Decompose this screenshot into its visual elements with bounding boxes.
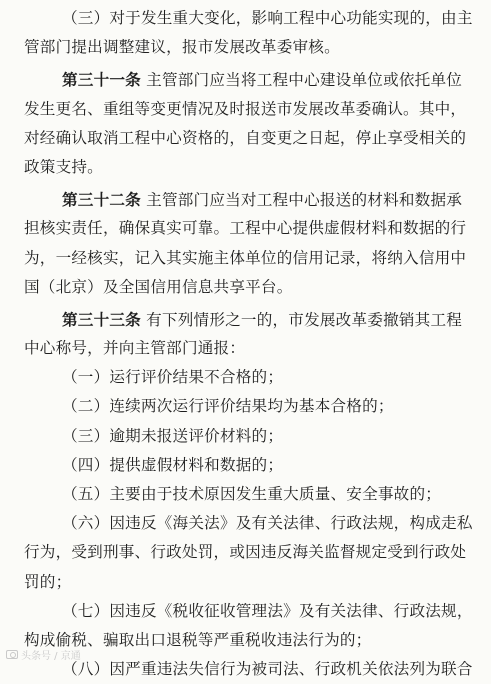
text-line: 担核实责任，确保真实可靠。工程中心提供虚假材料和数据的行 xyxy=(24,219,467,238)
list-item: （七）因违反《税收征收管理法》及有关法律、行政法规， xyxy=(62,601,473,620)
article-label: 第三十二条 xyxy=(62,190,141,210)
text-line: 对经确认取消工程中心资格的，自变更之日起，停止享受相关的 xyxy=(24,128,467,147)
list-item: （五）主要由于技术原因发生重大质量、安全事故的； xyxy=(62,485,442,503)
text-run: 主管部门应当对工程中心报送的材料和数据承 xyxy=(146,191,463,210)
list-item: （三）逾期未报送评价材料的； xyxy=(62,426,284,445)
list-item: （四）提供虚假材料和数据的； xyxy=(62,455,284,474)
text-line: 构成偷税、骗取出口退税等严重税收违法行为的； xyxy=(24,630,372,649)
text-line: 罚的； xyxy=(24,572,72,591)
text-run: 主管部门应当将工程中心建设单位或依托单位 xyxy=(146,71,463,90)
list-item: （一）运行评价结果不合格的； xyxy=(62,368,284,387)
list-item: （八）因严重违法失信行为被司法、行政机关依法列为联合 xyxy=(62,660,473,679)
article-31-first-line xyxy=(24,65,473,94)
text-line: （三）对于发生重大变化，影响工程中心功能实现的，由主 xyxy=(62,9,473,27)
watermark xyxy=(6,647,81,662)
camera-icon xyxy=(6,650,18,659)
text-line: 管部门提出调整建议，报市发展改革委审核。 xyxy=(24,38,340,57)
article-label: 第三十一条 xyxy=(62,70,141,90)
text-line: 发生更名、重组等变更情况及时报送市发展改革委确认。其中， xyxy=(24,99,467,118)
text-line: 政策支持。 xyxy=(24,157,103,176)
list-item: （二）连续两次运行评价结果均为基本合格的； xyxy=(62,397,394,416)
article-32-first-line xyxy=(24,185,473,214)
article-33-first-line xyxy=(24,305,473,334)
text-run: 有下列情形之一的，市发展改革委撤销其工程 xyxy=(146,310,463,329)
text-line: 为，一经核实，记入其实施主体单位的信用记录，将纳入信用中 xyxy=(24,248,467,267)
text-line: 中心称号，并向主管部门通报： xyxy=(24,339,246,358)
text-line: 国（北京）及全国信用信息共享平台。 xyxy=(24,277,293,296)
list-item: （六）因违反《海关法》及有关法律、行政法规，构成走私 xyxy=(62,514,473,533)
watermark-text: 头条号 / 京通 xyxy=(21,651,81,662)
article-label: 第三十三条 xyxy=(62,309,141,329)
text-line: 行为，受到刑事、行政处罚，或因违反海关监督规定受到行政处 xyxy=(24,543,467,562)
